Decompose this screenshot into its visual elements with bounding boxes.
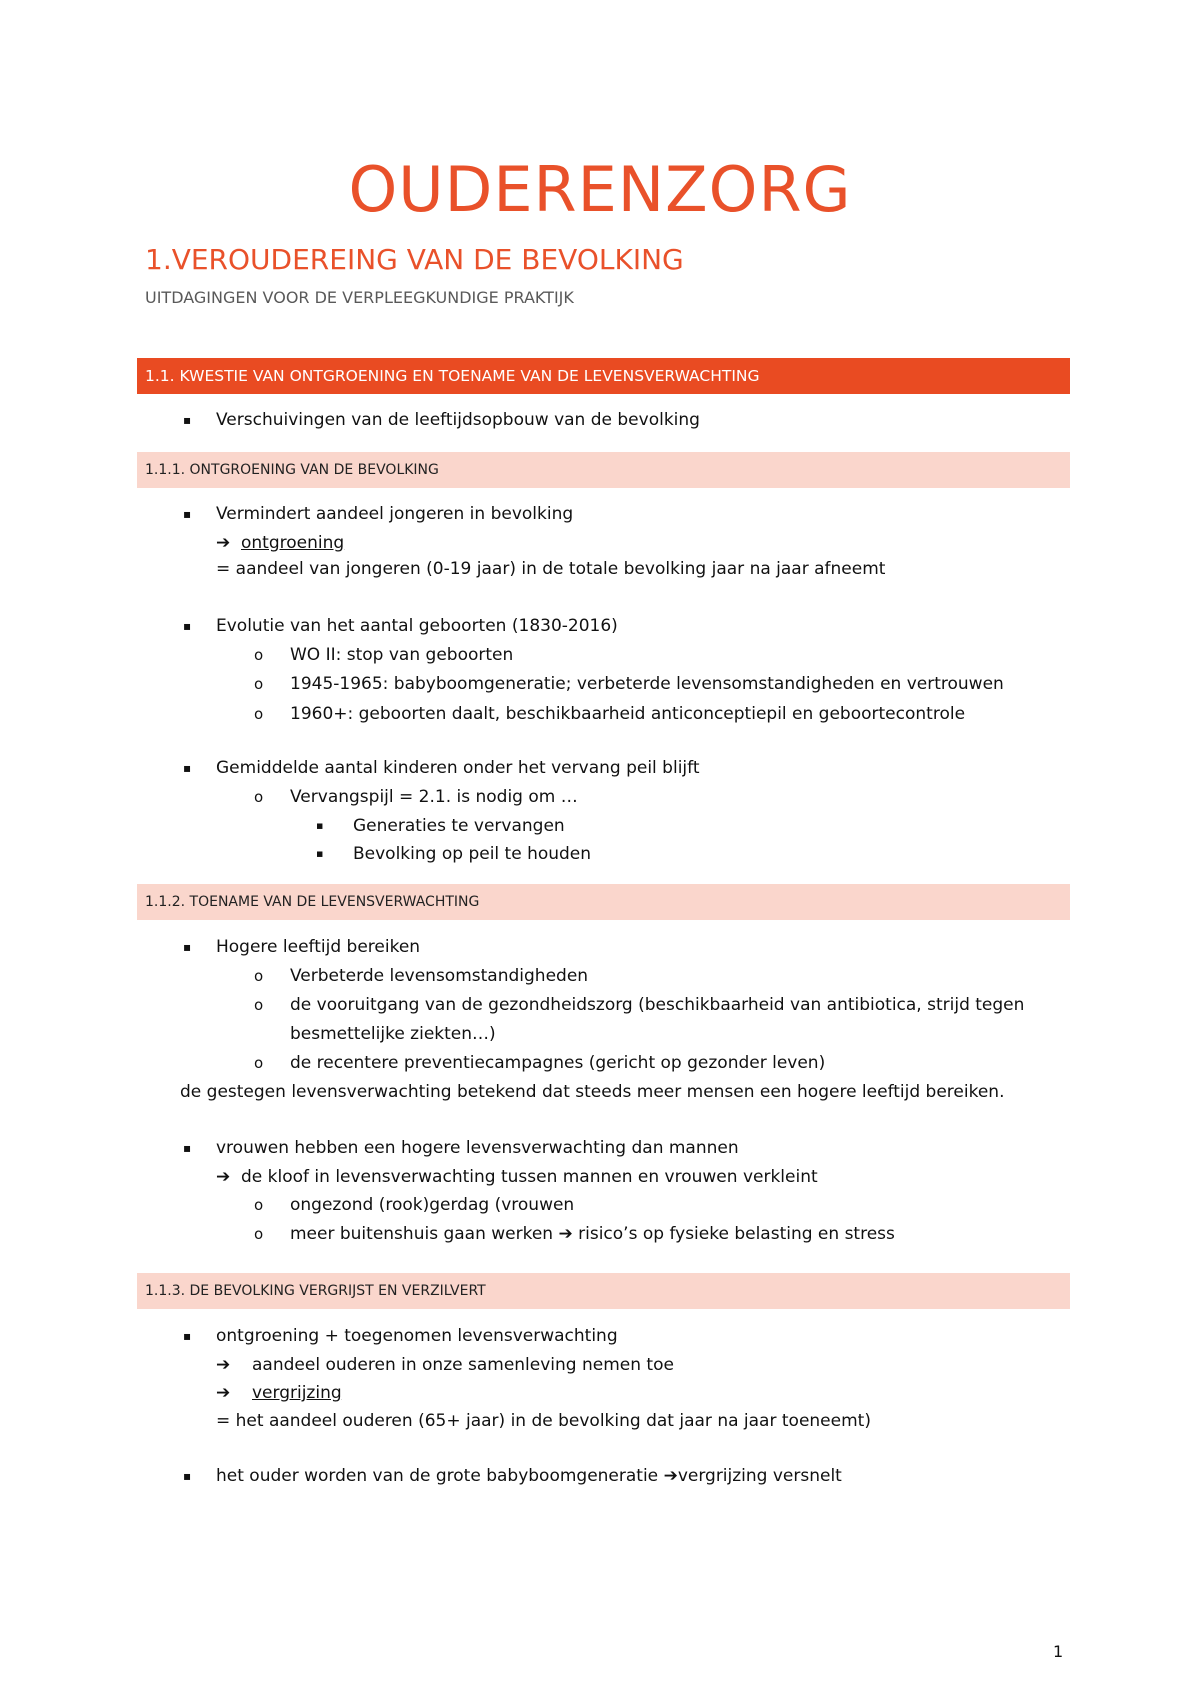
bullet-marker: ▪ bbox=[183, 413, 192, 427]
circle-marker: o bbox=[254, 675, 264, 693]
section-1-1-1-title: 1.1.1. ONTGROENING VAN DE BEVOLKING bbox=[145, 462, 439, 478]
bullet-marker: ▪ bbox=[183, 1329, 192, 1343]
term-ontgroening: ontgroening bbox=[241, 533, 345, 553]
sub-bullet-text: Verbeterde levensomstandigheden bbox=[290, 966, 589, 986]
paragraph-text: de gestegen levensverwachting betekend dat steeds meer mensen een hogere leeftijd bereiken. bbox=[180, 1082, 1005, 1102]
section-1-1-3-band bbox=[137, 1273, 1070, 1309]
sub-bullet-text: 1960+: geboorten daalt, beschikbaarheid anticonceptiepil en geboortecontrole bbox=[290, 704, 966, 724]
section-1-1-title: 1.1. KWESTIE VAN ONTGROENING EN TOENAME VAN DE LEVENSVERWACHTING bbox=[145, 367, 760, 385]
sub-bullet-text: de recentere preventiecampagnes (gericht op gezonder leven) bbox=[290, 1053, 826, 1073]
sub-bullet-text-continued: besmettelijke ziekten…) bbox=[290, 1024, 496, 1044]
arrow-icon: ➔ bbox=[216, 1355, 231, 1375]
circle-marker: o bbox=[254, 1054, 264, 1072]
bullet-marker: ▪ bbox=[183, 507, 192, 521]
bullet-text: ontgroening + toegenomen levensverwachting bbox=[216, 1326, 618, 1346]
sub-bullet-text: WO II: stop van geboorten bbox=[290, 645, 514, 665]
bullet-marker: ▪ bbox=[183, 1469, 192, 1483]
bullet-marker: ▪ bbox=[183, 619, 192, 633]
sub-bullet-text: de vooruitgang van de gezondheidszorg (beschikbaarheid van antibiotica, strijd tegen bbox=[290, 995, 1025, 1015]
bullet-text: Vermindert aandeel jongeren in bevolking bbox=[216, 504, 574, 524]
sub-sub-bullet-text: Generaties te vervangen bbox=[353, 816, 565, 836]
circle-marker: o bbox=[254, 967, 264, 985]
circle-marker: o bbox=[254, 788, 264, 806]
circle-marker: o bbox=[254, 705, 264, 723]
sub-bullet-head: meer buitenshuis gaan werken bbox=[290, 1224, 554, 1244]
bullet-text bbox=[216, 1464, 842, 1488]
bullet-head: het ouder worden van de grote babyboomgeneratie bbox=[216, 1466, 659, 1486]
bullet-text: Gemiddelde aantal kinderen onder het vervang peil blijft bbox=[216, 758, 700, 778]
circle-marker: o bbox=[254, 1225, 264, 1243]
definition-text: = aandeel van jongeren (0-19 jaar) in de totale bevolking jaar na jaar afneemt bbox=[216, 559, 886, 579]
arrow-icon: ➔ bbox=[216, 1383, 231, 1403]
sub-bullet-text: ongezond (rook)gerdag (vrouwen bbox=[290, 1195, 575, 1215]
definition-text: = het aandeel ouderen (65+ jaar) in de bevolking dat jaar na jaar toeneemt) bbox=[216, 1411, 871, 1431]
arrow-icon: ➔ bbox=[663, 1466, 678, 1486]
sub-bullet-text: Vervangspijl = 2.1. is nodig om … bbox=[290, 787, 578, 807]
square-marker: ▪ bbox=[316, 847, 324, 860]
section-1-1-2-title: 1.1.2. TOENAME VAN DE LEVENSVERWACHTING bbox=[145, 894, 480, 910]
section-1-1-2-band bbox=[137, 884, 1070, 920]
bullet-tail: vergrijzing versnelt bbox=[677, 1466, 842, 1486]
arrow-icon: ➔ bbox=[216, 533, 231, 553]
page-number: 1 bbox=[1053, 1642, 1064, 1661]
term-vergrijzing: vergrijzing bbox=[252, 1383, 342, 1403]
section-1-1-band bbox=[137, 358, 1070, 394]
bullet-text: Verschuivingen van de leeftijdsopbouw van de bevolking bbox=[216, 410, 700, 430]
sub-bullet-tail: risico’s op fysieke belasting en stress bbox=[578, 1224, 895, 1244]
section-1-1-1-band bbox=[137, 452, 1070, 488]
arrow-text: aandeel ouderen in onze samenleving nemen toe bbox=[252, 1355, 674, 1375]
circle-marker: o bbox=[254, 646, 264, 664]
sub-sub-bullet-text: Bevolking op peil te houden bbox=[353, 844, 592, 864]
section-1-1-3-title: 1.1.3. DE BEVOLKING VERGRIJST EN VERZILVERT bbox=[145, 1283, 486, 1299]
circle-marker: o bbox=[254, 1196, 264, 1214]
bullet-marker: ▪ bbox=[183, 940, 192, 954]
square-marker: ▪ bbox=[316, 819, 324, 832]
circle-marker: o bbox=[254, 996, 264, 1014]
arrow-icon: ➔ bbox=[216, 1167, 231, 1187]
bullet-text: Hogere leeftijd bereiken bbox=[216, 937, 421, 957]
sub-bullet-text bbox=[290, 1222, 895, 1246]
bullet-marker: ▪ bbox=[183, 1141, 192, 1155]
chapter-heading: 1.VEROUDEREING VAN DE BEVOLKING bbox=[145, 243, 684, 276]
bullet-text: Evolutie van het aantal geboorten (1830-2016) bbox=[216, 616, 618, 636]
bullet-text: vrouwen hebben een hogere levensverwachting dan mannen bbox=[216, 1138, 739, 1158]
sub-bullet-text: 1945-1965: babyboomgeneratie; verbeterde levensomstandigheden en vertrouwen bbox=[290, 674, 1004, 694]
chapter-subheading: UITDAGINGEN VOOR DE VERPLEEGKUNDIGE PRAKTIJK bbox=[145, 288, 574, 307]
arrow-icon: ➔ bbox=[558, 1224, 573, 1244]
arrow-text: de kloof in levensverwachting tussen mannen en vrouwen verkleint bbox=[241, 1167, 818, 1187]
document-title: OUDERENZORG bbox=[348, 153, 852, 226]
bullet-marker: ▪ bbox=[183, 761, 192, 775]
